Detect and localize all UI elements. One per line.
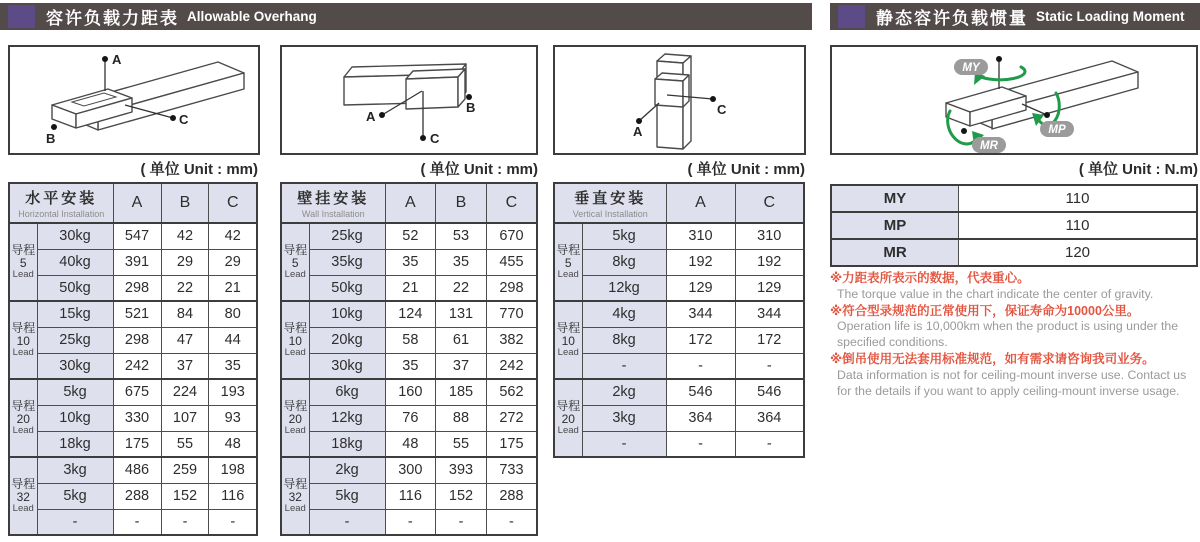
horizontal-installation-diagram <box>8 45 260 155</box>
static-moment-diagram <box>830 45 1198 155</box>
point-b-label: B <box>46 131 56 146</box>
section-title-zh: 静态容许负载惯量 <box>876 9 1028 28</box>
overhang-value-cell: 175 <box>113 431 161 457</box>
overhang-value-cell: 242 <box>113 353 161 379</box>
vertical-installation-diagram <box>553 45 806 155</box>
lead-lead_num: 10 <box>288 333 302 348</box>
overhang-value-cell: 29 <box>209 249 257 275</box>
load-weight-cell: 10kg <box>37 405 113 431</box>
load-weight-cell: 18kg <box>37 431 113 457</box>
overhang-value-cell: 124 <box>385 301 436 327</box>
column-header: A <box>666 183 735 223</box>
overhang-table <box>8 182 258 536</box>
unit-label-mm: ( 单位 Unit : mm) <box>140 161 258 178</box>
load-weight-cell: 15kg <box>37 301 113 327</box>
lead-group-cell <box>281 457 309 535</box>
overhang-value-cell: - <box>735 431 804 457</box>
overhang-value-cell: 455 <box>486 249 537 275</box>
overhang-value-cell: 393 <box>436 457 487 483</box>
isometric-rail-drawing-icon <box>10 47 258 153</box>
lead-lead_zh: 导程 <box>11 476 36 491</box>
overhang-value-cell: 382 <box>486 327 537 353</box>
overhang-value-cell: 288 <box>113 483 161 509</box>
overhang-value-cell: - <box>735 353 804 379</box>
lead-lead_num: 20 <box>16 411 30 426</box>
overhang-value-cell: 192 <box>666 249 735 275</box>
section-title-en: Static Loading Moment <box>1036 9 1185 24</box>
overhang-value-cell: - <box>436 509 487 535</box>
overhang-value-cell: 344 <box>735 301 804 327</box>
overhang-value-cell: 129 <box>735 275 804 301</box>
lead-lead_num: 20 <box>288 411 302 426</box>
overhang-value-cell: 242 <box>486 353 537 379</box>
overhang-value-cell: 288 <box>486 483 537 509</box>
point-a-label: A <box>112 52 122 67</box>
section-header-allowable-overhang <box>0 3 812 30</box>
lead-lead_num: 10 <box>561 333 575 348</box>
column-header: C <box>209 183 257 223</box>
overhang-value-cell: 44 <box>209 327 257 353</box>
lead-lead_zh: 导程 <box>556 242 581 257</box>
table-title-zh: 垂直安装 <box>574 190 647 207</box>
overhang-value-cell: 310 <box>666 223 735 249</box>
accent-square-icon <box>838 5 865 28</box>
overhang-table <box>553 182 805 458</box>
lead-lead_en: Lead <box>557 268 579 280</box>
overhang-value-cell: 76 <box>385 405 436 431</box>
footnote <box>830 303 1200 351</box>
overhang-value-cell: 298 <box>113 327 161 353</box>
load-weight-cell: - <box>37 509 113 535</box>
overhang-value-cell: 198 <box>209 457 257 483</box>
overhang-value-cell: 172 <box>735 327 804 353</box>
wall-installation-table <box>280 182 538 536</box>
table-title-zh: 壁挂安装 <box>297 190 370 207</box>
mp-moment-label: MP <box>1048 124 1066 136</box>
moment-value-cell: 120 <box>959 239 1198 266</box>
footnote-en: Data information is not for ceiling-mount inverse use. Contact us for the details if you want to apply ceiling-mount inverse usage. <box>837 367 1187 398</box>
overhang-value-cell: 35 <box>385 353 436 379</box>
overhang-value-cell: 47 <box>161 327 209 353</box>
load-weight-cell: 30kg <box>37 223 113 249</box>
table-title-zh: 水平安装 <box>25 190 98 207</box>
overhang-value-cell: 172 <box>666 327 735 353</box>
overhang-value-cell: 35 <box>436 249 487 275</box>
overhang-value-cell: 175 <box>486 431 537 457</box>
column-header: C <box>735 183 804 223</box>
overhang-value-cell: 37 <box>161 353 209 379</box>
table-title-en: Horizontal Installation <box>18 209 105 219</box>
overhang-value-cell: 300 <box>385 457 436 483</box>
overhang-value-cell: 116 <box>209 483 257 509</box>
load-weight-cell: 6kg <box>309 379 385 405</box>
overhang-value-cell: 61 <box>436 327 487 353</box>
load-weight-cell: 3kg <box>37 457 113 483</box>
overhang-value-cell: 675 <box>113 379 161 405</box>
unit-label-mm: ( 单位 Unit : mm) <box>420 161 538 178</box>
lead-group-cell <box>281 379 309 457</box>
horizontal-rail-drawing-icon <box>282 47 536 153</box>
load-weight-cell: 18kg <box>309 431 385 457</box>
overhang-value-cell: 160 <box>385 379 436 405</box>
overhang-value-cell: 344 <box>666 301 735 327</box>
lead-group-cell <box>554 223 582 301</box>
load-weight-cell: 2kg <box>582 379 666 405</box>
footnote-zh: ※符合型录规范的正常使用下，保证寿命为10000公里。 <box>830 303 1140 318</box>
overhang-value-cell: 58 <box>385 327 436 353</box>
overhang-value-cell: 42 <box>161 223 209 249</box>
lead-lead_num: 32 <box>16 489 30 504</box>
overhang-value-cell: - <box>161 509 209 535</box>
overhang-value-cell: 29 <box>161 249 209 275</box>
point-b-label: B <box>466 100 476 115</box>
overhang-value-cell: 364 <box>666 405 735 431</box>
lead-lead_en: Lead <box>284 502 306 514</box>
lead-group-cell <box>281 223 309 301</box>
overhang-value-cell: - <box>666 431 735 457</box>
load-weight-cell: 2kg <box>309 457 385 483</box>
overhang-value-cell: 48 <box>209 431 257 457</box>
overhang-value-cell: 770 <box>486 301 537 327</box>
overhang-value-cell: 131 <box>436 301 487 327</box>
column-header: A <box>113 183 161 223</box>
load-weight-cell: 12kg <box>582 275 666 301</box>
load-weight-cell: 25kg <box>309 223 385 249</box>
column-header: B <box>436 183 487 223</box>
overhang-value-cell: 52 <box>385 223 436 249</box>
overhang-value-cell: 298 <box>486 275 537 301</box>
overhang-value-cell: 391 <box>113 249 161 275</box>
load-weight-cell: 25kg <box>37 327 113 353</box>
moment-value-cell: 110 <box>959 212 1198 239</box>
overhang-value-cell: 364 <box>735 405 804 431</box>
lead-lead_num: 20 <box>561 411 575 426</box>
moment-axes-drawing-icon <box>832 47 1196 153</box>
footnotes <box>830 270 1200 399</box>
lead-lead_num: 5 <box>291 255 299 270</box>
overhang-value-cell: 152 <box>436 483 487 509</box>
lead-lead_en: Lead <box>12 502 34 514</box>
overhang-value-cell: 55 <box>436 431 487 457</box>
overhang-value-cell: 42 <box>209 223 257 249</box>
overhang-value-cell: 330 <box>113 405 161 431</box>
load-weight-cell: 5kg <box>37 379 113 405</box>
lead-lead_num: 10 <box>16 333 30 348</box>
footnote-zh: ※倒吊使用无法套用标准规范，如有需求请咨询我司业务。 <box>830 351 1155 366</box>
overhang-value-cell: 80 <box>209 301 257 327</box>
load-weight-cell: 50kg <box>309 275 385 301</box>
overhang-value-cell: - <box>385 509 436 535</box>
overhang-value-cell: 84 <box>161 301 209 327</box>
overhang-value-cell: 48 <box>385 431 436 457</box>
accent-square-icon <box>8 5 35 28</box>
overhang-value-cell: 521 <box>113 301 161 327</box>
overhang-value-cell: - <box>486 509 537 535</box>
overhang-value-cell: 22 <box>436 275 487 301</box>
overhang-value-cell: 486 <box>113 457 161 483</box>
lead-group-cell <box>281 301 309 379</box>
column-header: C <box>486 183 537 223</box>
load-weight-cell: 10kg <box>309 301 385 327</box>
lead-lead_en: Lead <box>557 424 579 436</box>
overhang-value-cell: 298 <box>113 275 161 301</box>
overhang-value-cell: 193 <box>209 379 257 405</box>
load-weight-cell: 50kg <box>37 275 113 301</box>
load-weight-cell: 3kg <box>582 405 666 431</box>
mr-moment-label: MR <box>980 140 998 152</box>
lead-group-cell <box>9 379 37 457</box>
point-c-label: C <box>179 112 189 127</box>
static-moment-table <box>830 184 1198 267</box>
overhang-value-cell: - <box>209 509 257 535</box>
moment-axis-cell: MY <box>831 185 959 212</box>
overhang-value-cell: - <box>113 509 161 535</box>
load-weight-cell: - <box>582 431 666 457</box>
lead-group-cell <box>9 223 37 301</box>
moment-value-cell: 110 <box>959 185 1198 212</box>
vertical-installation-table <box>553 182 805 458</box>
footnote <box>830 270 1200 303</box>
moment-table <box>830 184 1198 267</box>
overhang-value-cell: 272 <box>486 405 537 431</box>
point-a-label: A <box>366 109 376 124</box>
load-weight-cell: 30kg <box>37 353 113 379</box>
lead-lead_zh: 导程 <box>11 320 36 335</box>
overhang-value-cell: 116 <box>385 483 436 509</box>
overhang-value-cell: 35 <box>209 353 257 379</box>
overhang-value-cell: 22 <box>161 275 209 301</box>
moment-axis-cell: MP <box>831 212 959 239</box>
load-weight-cell: 5kg <box>37 483 113 509</box>
lead-lead_num: 32 <box>288 489 302 504</box>
overhang-value-cell: 259 <box>161 457 209 483</box>
lead-lead_en: Lead <box>557 346 579 358</box>
point-c-label: C <box>717 102 727 117</box>
overhang-value-cell: 670 <box>486 223 537 249</box>
overhang-value-cell: 55 <box>161 431 209 457</box>
lead-lead_zh: 导程 <box>283 476 308 491</box>
overhang-value-cell: 21 <box>385 275 436 301</box>
table-title-en: Vertical Installation <box>572 209 648 219</box>
horizontal-installation-table <box>8 182 258 536</box>
lead-lead_en: Lead <box>284 424 306 436</box>
overhang-value-cell: 129 <box>666 275 735 301</box>
lead-lead_zh: 导程 <box>283 398 308 413</box>
column-header: A <box>385 183 436 223</box>
load-weight-cell: 5kg <box>582 223 666 249</box>
section-title-en: Allowable Overhang <box>187 9 317 24</box>
lead-lead_zh: 导程 <box>556 320 581 335</box>
overhang-value-cell: 93 <box>209 405 257 431</box>
lead-group-cell <box>9 457 37 535</box>
column-header: B <box>161 183 209 223</box>
overhang-value-cell: 53 <box>436 223 487 249</box>
overhang-value-cell: 562 <box>486 379 537 405</box>
overhang-value-cell: 546 <box>666 379 735 405</box>
load-weight-cell: 30kg <box>309 353 385 379</box>
overhang-value-cell: 35 <box>385 249 436 275</box>
my-moment-label: MY <box>962 62 980 74</box>
lead-group-cell <box>554 301 582 379</box>
lead-group-cell <box>554 379 582 457</box>
overhang-value-cell: - <box>666 353 735 379</box>
overhang-table <box>280 182 538 536</box>
overhang-value-cell: 733 <box>486 457 537 483</box>
footnote-zh: ※力距表所表示的数据，代表重心。 <box>830 271 1030 285</box>
section-header-static-loading-moment <box>830 3 1200 30</box>
overhang-value-cell: 37 <box>436 353 487 379</box>
overhang-value-cell: 310 <box>735 223 804 249</box>
overhang-value-cell: 546 <box>735 379 804 405</box>
lead-lead_en: Lead <box>284 346 306 358</box>
footnote-en: The torque value in the chart indicate the center of gravity. <box>837 286 1154 301</box>
load-weight-cell: 12kg <box>309 405 385 431</box>
unit-label-nm: ( 单位 Unit : N.m) <box>1078 161 1198 178</box>
section-title-zh: 容许负载力距表 <box>46 9 179 28</box>
overhang-value-cell: 21 <box>209 275 257 301</box>
load-weight-cell: - <box>309 509 385 535</box>
footnote-en: Operation life is 10,000km when the product is using under the specified conditions. <box>837 319 1179 350</box>
overhang-value-cell: 224 <box>161 379 209 405</box>
vertical-rail-drawing-icon <box>555 47 804 153</box>
load-weight-cell: 20kg <box>309 327 385 353</box>
table-title-cell <box>281 183 385 223</box>
overhang-value-cell: 152 <box>161 483 209 509</box>
point-c-label: C <box>430 131 440 146</box>
unit-label-mm: ( 单位 Unit : mm) <box>687 161 805 178</box>
lead-lead_en: Lead <box>284 268 306 280</box>
footnote <box>830 351 1200 399</box>
point-a-label: A <box>633 124 643 139</box>
overhang-value-cell: 107 <box>161 405 209 431</box>
load-weight-cell: 5kg <box>309 483 385 509</box>
load-weight-cell: 8kg <box>582 327 666 353</box>
overhang-value-cell: 192 <box>735 249 804 275</box>
lead-lead_zh: 导程 <box>283 320 308 335</box>
load-weight-cell: 35kg <box>309 249 385 275</box>
moment-axis-cell: MR <box>831 239 959 266</box>
load-weight-cell: 8kg <box>582 249 666 275</box>
load-weight-cell: - <box>582 353 666 379</box>
lead-lead_zh: 导程 <box>283 242 308 257</box>
lead-lead_en: Lead <box>12 268 34 280</box>
lead-lead_zh: 导程 <box>11 242 36 257</box>
lead-lead_zh: 导程 <box>11 398 36 413</box>
lead-lead_zh: 导程 <box>556 398 581 413</box>
overhang-value-cell: 88 <box>436 405 487 431</box>
load-weight-cell: 40kg <box>37 249 113 275</box>
lead-lead_en: Lead <box>12 424 34 436</box>
load-weight-cell: 4kg <box>582 301 666 327</box>
table-title-cell <box>554 183 666 223</box>
lead-lead_num: 5 <box>19 255 27 270</box>
overhang-value-cell: 185 <box>436 379 487 405</box>
wall-installation-diagram <box>280 45 538 155</box>
table-title-cell <box>9 183 113 223</box>
table-title-en: Wall Installation <box>301 209 365 219</box>
lead-lead_en: Lead <box>12 346 34 358</box>
lead-group-cell <box>9 301 37 379</box>
lead-lead_num: 5 <box>564 255 572 270</box>
overhang-value-cell: 547 <box>113 223 161 249</box>
